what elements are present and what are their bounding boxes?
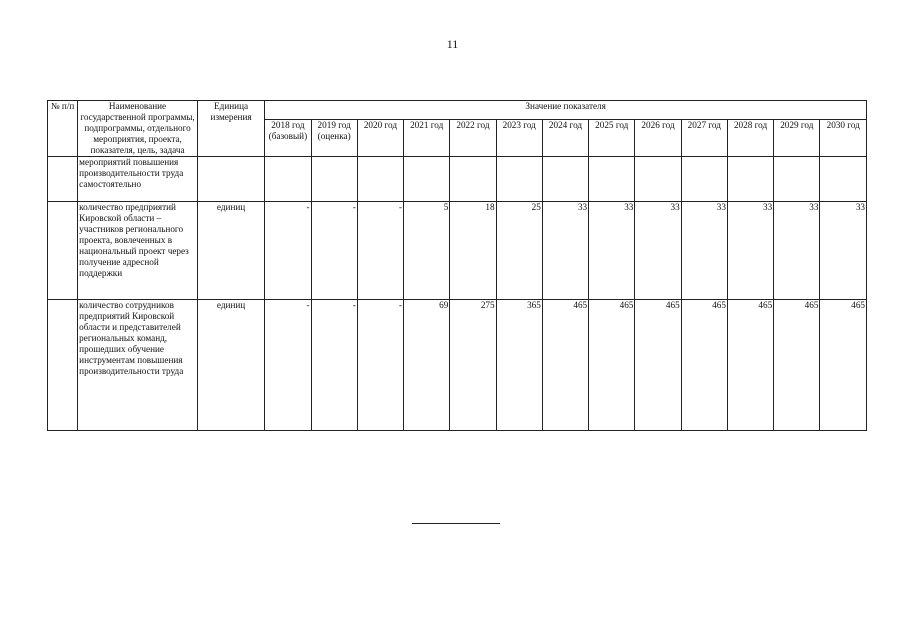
row-value [727, 157, 773, 202]
row-value: - [311, 202, 357, 300]
row-num [48, 202, 78, 300]
row-value: 33 [542, 202, 588, 300]
row-value [635, 157, 681, 202]
row-value: - [265, 300, 311, 431]
header-year: 2023 год [496, 120, 542, 157]
row-name: количество сотрудников предприятий Кировской области и представителей региональных команд, прошедших обучение инструментам повышения производительности труда [78, 300, 198, 431]
row-value: 33 [635, 202, 681, 300]
header-year: 2029 год [774, 120, 820, 157]
header-name: Наименование государственной программы, подпрограммы, отдельного мероприятия, проекта, показателя, цель, задача [78, 101, 198, 157]
row-value: 465 [774, 300, 820, 431]
row-value [820, 157, 867, 202]
row-value: 18 [450, 202, 496, 300]
row-value [496, 157, 542, 202]
row-value: 25 [496, 202, 542, 300]
row-value: 33 [820, 202, 867, 300]
header-row-top [48, 101, 867, 120]
row-num [48, 300, 78, 431]
row-name: количество предприятий Кировской области – участников регионального проекта, вовлеченных в национальный проект через получение адресной поддержки [78, 202, 198, 300]
row-value: 465 [820, 300, 867, 431]
row-value [311, 157, 357, 202]
row-value [404, 157, 450, 202]
row-value [589, 157, 635, 202]
row-name: мероприятий повышения производительности труда самостоятельно [78, 157, 198, 202]
row-num [48, 157, 78, 202]
row-unit [197, 157, 264, 202]
row-value: 33 [589, 202, 635, 300]
row-value: - [357, 300, 403, 431]
header-unit: Единица измерения [197, 101, 264, 157]
row-value: 365 [496, 300, 542, 431]
page-number: 11 [446, 37, 459, 51]
row-value: 33 [681, 202, 727, 300]
row-value: - [357, 202, 403, 300]
row-value: 275 [450, 300, 496, 431]
row-value [450, 157, 496, 202]
row-value: 465 [635, 300, 681, 431]
row-value: 33 [774, 202, 820, 300]
row-value: 465 [727, 300, 773, 431]
header-year: 2026 год [635, 120, 681, 157]
header-year: 2020 год [357, 120, 403, 157]
header-num: № п/п [48, 101, 78, 157]
row-value [681, 157, 727, 202]
row-value: - [311, 300, 357, 431]
table-row [48, 202, 867, 300]
row-value: 5 [404, 202, 450, 300]
row-value: 33 [727, 202, 773, 300]
row-value: 465 [681, 300, 727, 431]
row-unit: единиц [197, 202, 264, 300]
row-unit: единиц [197, 300, 264, 431]
header-year: 2024 год [542, 120, 588, 157]
row-value: 69 [404, 300, 450, 431]
table-row [48, 157, 867, 202]
row-value: 465 [589, 300, 635, 431]
footnote-divider [412, 523, 500, 524]
row-value [774, 157, 820, 202]
header-year: 2028 год [727, 120, 773, 157]
row-value: 465 [542, 300, 588, 431]
row-value [357, 157, 403, 202]
header-year: 2018 год (базовый) [265, 120, 311, 157]
table-row [48, 300, 867, 431]
header-year: 2030 год [820, 120, 867, 157]
header-year: 2025 год [589, 120, 635, 157]
indicators-table [47, 100, 867, 431]
header-value-group: Значение показателя [265, 101, 867, 120]
header-year: 2019 год (оценка) [311, 120, 357, 157]
header-year: 2021 год [404, 120, 450, 157]
row-value [265, 157, 311, 202]
header-year: 2022 год [450, 120, 496, 157]
row-value [542, 157, 588, 202]
header-year: 2027 год [681, 120, 727, 157]
row-value: - [265, 202, 311, 300]
